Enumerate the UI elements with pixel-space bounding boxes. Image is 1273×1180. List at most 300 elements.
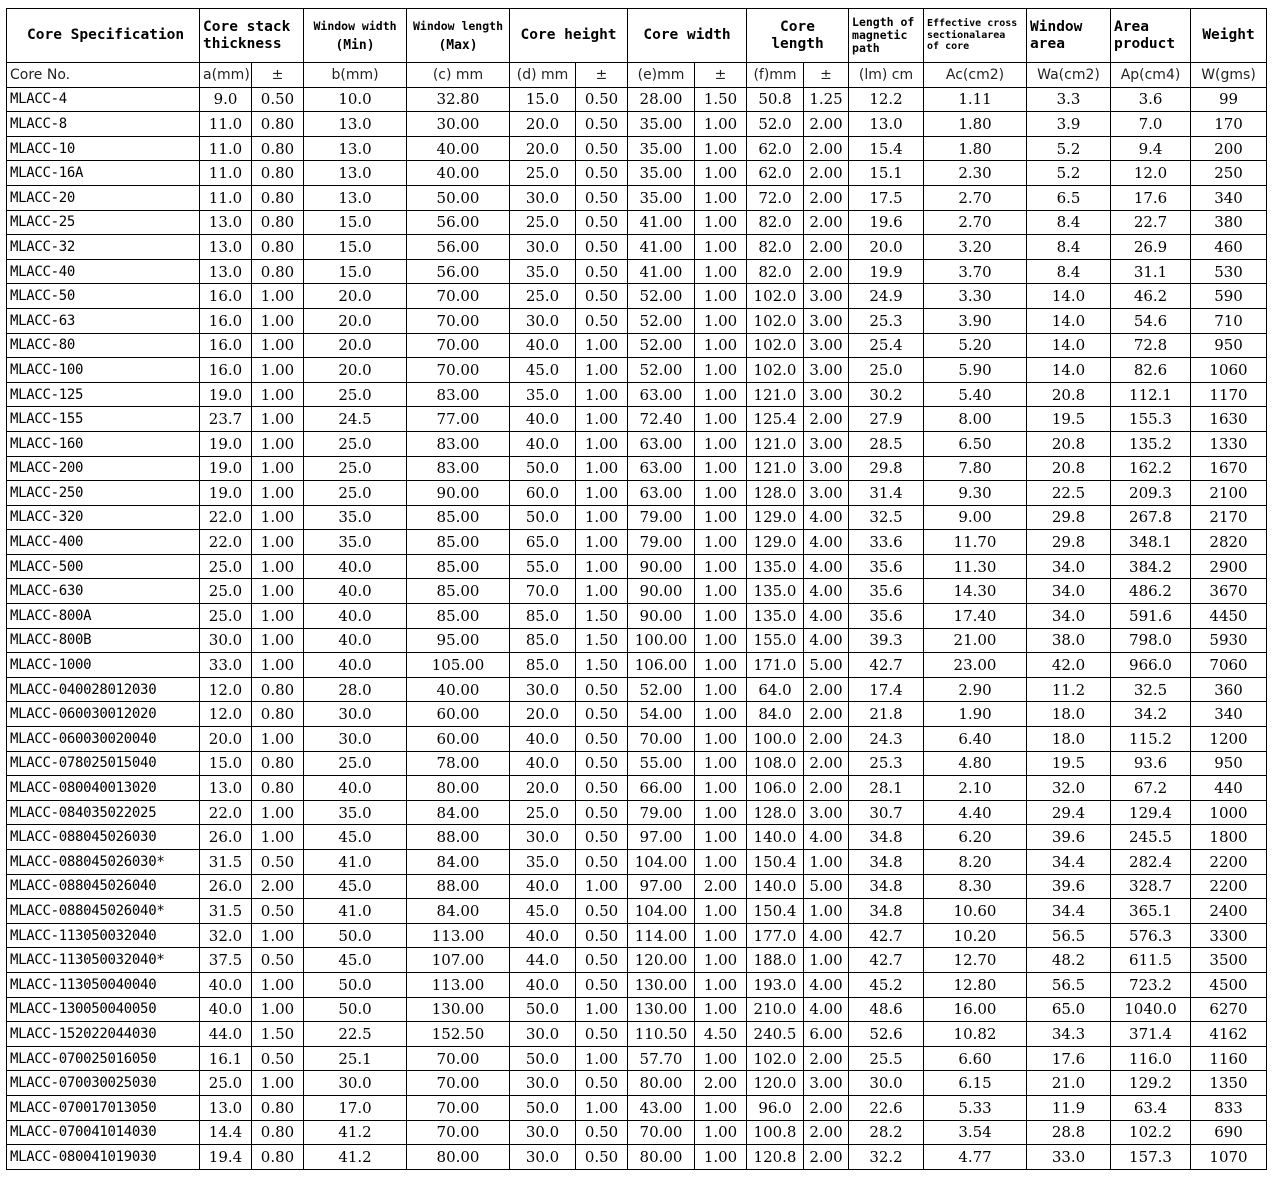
cell-cross-section-area: 16.00	[924, 997, 1027, 1022]
cell-height-tolerance: 0.50	[576, 702, 628, 727]
cell-length-tolerance: 1.00	[804, 899, 849, 924]
cell-stack-thickness: 16.0	[200, 333, 252, 358]
cell-core-width: 35.00	[628, 161, 695, 186]
cell-window-area: 11.2	[1027, 677, 1111, 702]
table-row	[7, 1095, 1267, 1120]
cell-core-length: 135.0	[747, 554, 804, 579]
cell-length-tolerance: 4.00	[804, 972, 849, 997]
cell-core-no: MLACC-070025016050	[7, 1046, 200, 1071]
cell-width-tolerance: 1.00	[695, 481, 747, 506]
cell-stack-thickness: 19.0	[200, 382, 252, 407]
cell-magnetic-path: 12.2	[849, 87, 924, 112]
cell-weight: 2820	[1191, 530, 1267, 555]
cell-core-width: 120.00	[628, 948, 695, 973]
cell-weight: 1170	[1191, 382, 1267, 407]
cell-core-length: 135.0	[747, 579, 804, 604]
cell-width-tolerance: 1.00	[695, 161, 747, 186]
cell-length-tolerance: 3.00	[804, 333, 849, 358]
cell-core-length: 150.4	[747, 899, 804, 924]
cell-magnetic-path: 19.6	[849, 210, 924, 235]
cell-length-tolerance: 2.00	[804, 407, 849, 432]
cell-magnetic-path: 32.5	[849, 505, 924, 530]
cell-cross-section-area: 3.30	[924, 284, 1027, 309]
cell-cross-section-area: 17.40	[924, 604, 1027, 629]
header-core-specification: Core Specification	[7, 9, 200, 63]
cell-core-length: 62.0	[747, 161, 804, 186]
subheader-c: (c) mm	[407, 63, 510, 88]
cell-stack-thickness: 12.0	[200, 677, 252, 702]
cell-window-width: 22.5	[304, 1022, 407, 1047]
cell-cross-section-area: 2.90	[924, 677, 1027, 702]
cell-core-width: 52.00	[628, 677, 695, 702]
cell-window-length: 84.00	[407, 899, 510, 924]
cell-cross-section-area: 12.80	[924, 972, 1027, 997]
cell-core-length: 64.0	[747, 677, 804, 702]
cell-weight: 1070	[1191, 1145, 1267, 1170]
cell-width-tolerance: 1.00	[695, 972, 747, 997]
cell-core-width: 28.00	[628, 87, 695, 112]
cell-magnetic-path: 34.8	[849, 850, 924, 875]
subheader-wa: Wa(cm2)	[1027, 63, 1111, 88]
cell-weight: 4450	[1191, 604, 1267, 629]
cell-stack-thickness: 20.0	[200, 727, 252, 752]
cell-window-area: 34.3	[1027, 1022, 1111, 1047]
table-row	[7, 604, 1267, 629]
table-row	[7, 87, 1267, 112]
cell-window-area: 42.0	[1027, 653, 1111, 678]
table-row	[7, 210, 1267, 235]
cell-width-tolerance: 1.00	[695, 431, 747, 456]
table-row	[7, 923, 1267, 948]
cell-stack-tolerance: 1.00	[252, 923, 304, 948]
cell-cross-section-area: 6.40	[924, 727, 1027, 752]
cell-area-product: 17.6	[1111, 185, 1191, 210]
cell-magnetic-path: 31.4	[849, 481, 924, 506]
cell-window-width: 40.0	[304, 604, 407, 629]
cell-core-length: 129.0	[747, 530, 804, 555]
cell-height-tolerance: 0.50	[576, 727, 628, 752]
cell-stack-tolerance: 1.00	[252, 1071, 304, 1096]
cell-length-tolerance: 2.00	[804, 1046, 849, 1071]
cell-core-length: 82.0	[747, 210, 804, 235]
cell-window-length: 85.00	[407, 604, 510, 629]
table-row	[7, 1145, 1267, 1170]
cell-weight: 2900	[1191, 554, 1267, 579]
cell-length-tolerance: 3.00	[804, 1071, 849, 1096]
cell-magnetic-path: 21.8	[849, 702, 924, 727]
cell-window-length: 70.00	[407, 333, 510, 358]
cell-area-product: 209.3	[1111, 481, 1191, 506]
cell-core-length: 128.0	[747, 481, 804, 506]
cell-area-product: 282.4	[1111, 850, 1191, 875]
header-core-height: Core height	[510, 9, 628, 63]
cell-magnetic-path: 30.2	[849, 382, 924, 407]
cell-core-width: 63.00	[628, 431, 695, 456]
cell-width-tolerance: 1.00	[695, 751, 747, 776]
cell-weight: 460	[1191, 235, 1267, 260]
cell-area-product: 245.5	[1111, 825, 1191, 850]
cell-core-no: MLACC-100	[7, 358, 200, 383]
cell-width-tolerance: 1.00	[695, 308, 747, 333]
cell-window-length: 56.00	[407, 210, 510, 235]
cell-cross-section-area: 4.77	[924, 1145, 1027, 1170]
cell-core-width: 35.00	[628, 136, 695, 161]
cell-core-no: MLACC-152022044030	[7, 1022, 200, 1047]
cell-width-tolerance: 1.00	[695, 333, 747, 358]
cell-magnetic-path: 39.3	[849, 628, 924, 653]
cell-core-width: 57.70	[628, 1046, 695, 1071]
cell-magnetic-path: 28.5	[849, 431, 924, 456]
header-window-length-sub: (Max)	[438, 37, 478, 53]
cell-window-width: 25.0	[304, 751, 407, 776]
cell-window-area: 29.8	[1027, 505, 1111, 530]
cell-stack-tolerance: 1.00	[252, 800, 304, 825]
cell-weight: 1060	[1191, 358, 1267, 383]
cell-core-no: MLACC-20	[7, 185, 200, 210]
cell-length-tolerance: 2.00	[804, 776, 849, 801]
cell-height-tolerance: 1.00	[576, 358, 628, 383]
cell-height-tolerance: 0.50	[576, 948, 628, 973]
cell-core-length: 188.0	[747, 948, 804, 973]
subheader-core-no: Core No.	[7, 63, 200, 88]
cell-window-length: 70.00	[407, 1071, 510, 1096]
table-row	[7, 727, 1267, 752]
cell-area-product: 486.2	[1111, 579, 1191, 604]
cell-core-height: 35.0	[510, 382, 576, 407]
cell-area-product: 348.1	[1111, 530, 1191, 555]
cell-cross-section-area: 3.54	[924, 1120, 1027, 1145]
cell-core-height: 55.0	[510, 554, 576, 579]
cell-cross-section-area: 10.60	[924, 899, 1027, 924]
cell-length-tolerance: 3.00	[804, 481, 849, 506]
cell-height-tolerance: 0.50	[576, 185, 628, 210]
cell-core-no: MLACC-088045026040*	[7, 899, 200, 924]
cell-length-tolerance: 2.00	[804, 751, 849, 776]
cell-window-length: 130.00	[407, 997, 510, 1022]
cell-magnetic-path: 34.8	[849, 874, 924, 899]
cell-core-length: 171.0	[747, 653, 804, 678]
cell-window-area: 39.6	[1027, 825, 1111, 850]
cell-core-width: 35.00	[628, 112, 695, 137]
cell-height-tolerance: 1.00	[576, 1095, 628, 1120]
cell-weight: 340	[1191, 702, 1267, 727]
cell-stack-tolerance: 1.00	[252, 308, 304, 333]
cell-window-area: 20.8	[1027, 431, 1111, 456]
cell-window-length: 56.00	[407, 235, 510, 260]
cell-cross-section-area: 3.20	[924, 235, 1027, 260]
cell-core-width: 79.00	[628, 505, 695, 530]
cell-stack-thickness: 11.0	[200, 161, 252, 186]
subheader-d: (d) mm	[510, 63, 576, 88]
cell-stack-thickness: 25.0	[200, 604, 252, 629]
cell-area-product: 102.2	[1111, 1120, 1191, 1145]
cell-window-area: 32.0	[1027, 776, 1111, 801]
cell-weight: 5930	[1191, 628, 1267, 653]
cell-length-tolerance: 2.00	[804, 727, 849, 752]
cell-window-length: 113.00	[407, 972, 510, 997]
cell-window-length: 95.00	[407, 628, 510, 653]
cell-window-width: 41.2	[304, 1120, 407, 1145]
cell-weight: 2200	[1191, 850, 1267, 875]
cell-cross-section-area: 9.30	[924, 481, 1027, 506]
cell-stack-tolerance: 1.00	[252, 554, 304, 579]
cell-stack-tolerance: 1.00	[252, 358, 304, 383]
cell-core-length: 240.5	[747, 1022, 804, 1047]
cell-window-area: 34.0	[1027, 604, 1111, 629]
cell-width-tolerance: 1.50	[695, 87, 747, 112]
cell-window-width: 13.0	[304, 185, 407, 210]
cell-core-width: 80.00	[628, 1071, 695, 1096]
cell-window-width: 20.0	[304, 333, 407, 358]
cell-core-height: 50.0	[510, 997, 576, 1022]
cell-window-width: 13.0	[304, 136, 407, 161]
cell-window-width: 41.2	[304, 1145, 407, 1170]
cell-core-length: 96.0	[747, 1095, 804, 1120]
cell-height-tolerance: 0.50	[576, 825, 628, 850]
table-row	[7, 1071, 1267, 1096]
cell-window-width: 25.0	[304, 431, 407, 456]
cell-magnetic-path: 32.2	[849, 1145, 924, 1170]
cell-area-product: 157.3	[1111, 1145, 1191, 1170]
cell-stack-tolerance: 1.00	[252, 579, 304, 604]
cell-core-length: 102.0	[747, 284, 804, 309]
cell-weight: 1670	[1191, 456, 1267, 481]
cell-window-length: 60.00	[407, 727, 510, 752]
cell-window-area: 33.0	[1027, 1145, 1111, 1170]
cell-weight: 950	[1191, 751, 1267, 776]
cell-stack-thickness: 16.0	[200, 284, 252, 309]
cell-window-area: 38.0	[1027, 628, 1111, 653]
table-row	[7, 530, 1267, 555]
cell-height-tolerance: 0.50	[576, 284, 628, 309]
cell-height-tolerance: 1.00	[576, 997, 628, 1022]
cell-area-product: 1040.0	[1111, 997, 1191, 1022]
table-row	[7, 431, 1267, 456]
cell-stack-tolerance: 0.80	[252, 702, 304, 727]
cell-core-width: 72.40	[628, 407, 695, 432]
cell-weight: 833	[1191, 1095, 1267, 1120]
cell-height-tolerance: 1.00	[576, 456, 628, 481]
cell-width-tolerance: 1.00	[695, 284, 747, 309]
cell-width-tolerance: 1.00	[695, 997, 747, 1022]
cell-weight: 440	[1191, 776, 1267, 801]
table-row	[7, 825, 1267, 850]
cell-width-tolerance: 1.00	[695, 1145, 747, 1170]
cell-window-length: 105.00	[407, 653, 510, 678]
cell-length-tolerance: 2.00	[804, 1145, 849, 1170]
cell-core-width: 90.00	[628, 579, 695, 604]
cell-length-tolerance: 4.00	[804, 628, 849, 653]
cell-stack-thickness: 13.0	[200, 776, 252, 801]
cell-core-length: 128.0	[747, 800, 804, 825]
cell-window-area: 20.8	[1027, 382, 1111, 407]
cell-width-tolerance: 1.00	[695, 235, 747, 260]
cell-height-tolerance: 0.50	[576, 800, 628, 825]
cell-stack-tolerance: 0.50	[252, 948, 304, 973]
cell-core-width: 104.00	[628, 899, 695, 924]
cell-stack-tolerance: 0.80	[252, 210, 304, 235]
table-row	[7, 136, 1267, 161]
cell-stack-tolerance: 1.00	[252, 530, 304, 555]
cell-window-width: 20.0	[304, 308, 407, 333]
cell-window-length: 113.00	[407, 923, 510, 948]
cell-area-product: 155.3	[1111, 407, 1191, 432]
cell-area-product: 82.6	[1111, 358, 1191, 383]
cell-core-length: 177.0	[747, 923, 804, 948]
cell-stack-thickness: 9.0	[200, 87, 252, 112]
cell-core-no: MLACC-1000	[7, 653, 200, 678]
cell-core-no: MLACC-630	[7, 579, 200, 604]
cell-magnetic-path: 25.0	[849, 358, 924, 383]
cell-stack-thickness: 31.5	[200, 850, 252, 875]
cell-height-tolerance: 1.00	[576, 431, 628, 456]
cell-window-length: 40.00	[407, 677, 510, 702]
cell-window-width: 50.0	[304, 972, 407, 997]
cell-width-tolerance: 1.00	[695, 1120, 747, 1145]
cell-width-tolerance: 1.00	[695, 456, 747, 481]
cell-magnetic-path: 30.7	[849, 800, 924, 825]
cell-window-width: 40.0	[304, 554, 407, 579]
table-row	[7, 505, 1267, 530]
cell-window-length: 90.00	[407, 481, 510, 506]
cell-magnetic-path: 35.6	[849, 554, 924, 579]
cell-window-width: 50.0	[304, 923, 407, 948]
header-row	[7, 9, 1267, 63]
subheader-row	[7, 63, 1267, 88]
cell-core-width: 41.00	[628, 210, 695, 235]
cell-stack-tolerance: 0.80	[252, 776, 304, 801]
cell-window-width: 45.0	[304, 825, 407, 850]
cell-window-area: 3.9	[1027, 112, 1111, 137]
cell-window-width: 40.0	[304, 628, 407, 653]
cell-height-tolerance: 0.50	[576, 308, 628, 333]
cell-core-width: 55.00	[628, 751, 695, 776]
cell-area-product: 32.5	[1111, 677, 1191, 702]
cell-window-area: 34.4	[1027, 899, 1111, 924]
cell-stack-tolerance: 0.50	[252, 899, 304, 924]
cell-width-tolerance: 1.00	[695, 554, 747, 579]
cell-core-height: 40.0	[510, 972, 576, 997]
cell-weight: 4500	[1191, 972, 1267, 997]
cell-window-length: 40.00	[407, 161, 510, 186]
cell-stack-tolerance: 1.00	[252, 972, 304, 997]
cell-stack-tolerance: 1.00	[252, 284, 304, 309]
cell-window-area: 5.2	[1027, 161, 1111, 186]
cell-core-width: 80.00	[628, 1145, 695, 1170]
cell-core-no: MLACC-060030012020	[7, 702, 200, 727]
cell-area-product: 93.6	[1111, 751, 1191, 776]
cell-magnetic-path: 28.1	[849, 776, 924, 801]
cell-window-length: 83.00	[407, 382, 510, 407]
cell-stack-tolerance: 0.50	[252, 850, 304, 875]
cell-core-height: 40.0	[510, 431, 576, 456]
cell-window-width: 45.0	[304, 948, 407, 973]
cell-core-no: MLACC-088045026030	[7, 825, 200, 850]
table-row	[7, 481, 1267, 506]
cell-window-area: 3.3	[1027, 87, 1111, 112]
cell-core-height: 15.0	[510, 87, 576, 112]
cell-core-no: MLACC-40	[7, 259, 200, 284]
cell-core-width: 79.00	[628, 800, 695, 825]
cell-core-height: 40.0	[510, 333, 576, 358]
cell-core-length: 50.8	[747, 87, 804, 112]
header-window-width	[304, 9, 407, 63]
cell-height-tolerance: 1.00	[576, 579, 628, 604]
cell-window-width: 35.0	[304, 800, 407, 825]
cell-core-no: MLACC-040028012030	[7, 677, 200, 702]
cell-window-length: 70.00	[407, 1046, 510, 1071]
cell-cross-section-area: 3.70	[924, 259, 1027, 284]
cell-core-height: 65.0	[510, 530, 576, 555]
cell-window-width: 41.0	[304, 850, 407, 875]
cell-magnetic-path: 35.6	[849, 579, 924, 604]
cell-magnetic-path: 33.6	[849, 530, 924, 555]
cell-height-tolerance: 1.00	[576, 874, 628, 899]
cell-cross-section-area: 5.20	[924, 333, 1027, 358]
cell-core-width: 97.00	[628, 825, 695, 850]
cell-stack-thickness: 26.0	[200, 874, 252, 899]
cell-window-area: 14.0	[1027, 358, 1111, 383]
cell-core-length: 102.0	[747, 358, 804, 383]
cell-core-width: 41.00	[628, 235, 695, 260]
cell-core-height: 30.0	[510, 1071, 576, 1096]
cell-cross-section-area: 1.11	[924, 87, 1027, 112]
cell-area-product: 365.1	[1111, 899, 1191, 924]
cell-core-height: 40.0	[510, 751, 576, 776]
cell-window-area: 56.5	[1027, 923, 1111, 948]
cell-window-area: 8.4	[1027, 259, 1111, 284]
cell-height-tolerance: 0.50	[576, 751, 628, 776]
cell-core-length: 102.0	[747, 1046, 804, 1071]
table-row	[7, 358, 1267, 383]
cell-length-tolerance: 2.00	[804, 1095, 849, 1120]
cell-length-tolerance: 2.00	[804, 259, 849, 284]
cell-stack-tolerance: 0.80	[252, 751, 304, 776]
cell-window-width: 35.0	[304, 505, 407, 530]
cell-cross-section-area: 5.33	[924, 1095, 1027, 1120]
cell-height-tolerance: 1.00	[576, 481, 628, 506]
cell-height-tolerance: 1.00	[576, 382, 628, 407]
cell-core-height: 44.0	[510, 948, 576, 973]
cell-cross-section-area: 1.90	[924, 702, 1027, 727]
cell-length-tolerance: 3.00	[804, 308, 849, 333]
cell-magnetic-path: 42.7	[849, 923, 924, 948]
cell-window-width: 13.0	[304, 161, 407, 186]
cell-width-tolerance: 1.00	[695, 210, 747, 235]
cell-core-height: 25.0	[510, 161, 576, 186]
cell-magnetic-path: 25.3	[849, 751, 924, 776]
cell-stack-thickness: 33.0	[200, 653, 252, 678]
cell-magnetic-path: 25.5	[849, 1046, 924, 1071]
cell-area-product: 129.2	[1111, 1071, 1191, 1096]
cell-window-area: 18.0	[1027, 702, 1111, 727]
cell-area-product: 798.0	[1111, 628, 1191, 653]
cell-width-tolerance: 1.00	[695, 407, 747, 432]
cell-magnetic-path: 20.0	[849, 235, 924, 260]
cell-width-tolerance: 1.00	[695, 259, 747, 284]
cell-height-tolerance: 0.50	[576, 161, 628, 186]
cell-length-tolerance: 1.25	[804, 87, 849, 112]
cell-stack-thickness: 16.1	[200, 1046, 252, 1071]
cell-window-area: 21.0	[1027, 1071, 1111, 1096]
cell-magnetic-path: 42.7	[849, 653, 924, 678]
cell-length-tolerance: 4.00	[804, 825, 849, 850]
cell-weight: 2100	[1191, 481, 1267, 506]
cell-weight: 950	[1191, 333, 1267, 358]
cell-core-length: 102.0	[747, 308, 804, 333]
cell-core-width: 52.00	[628, 358, 695, 383]
cell-height-tolerance: 1.50	[576, 628, 628, 653]
